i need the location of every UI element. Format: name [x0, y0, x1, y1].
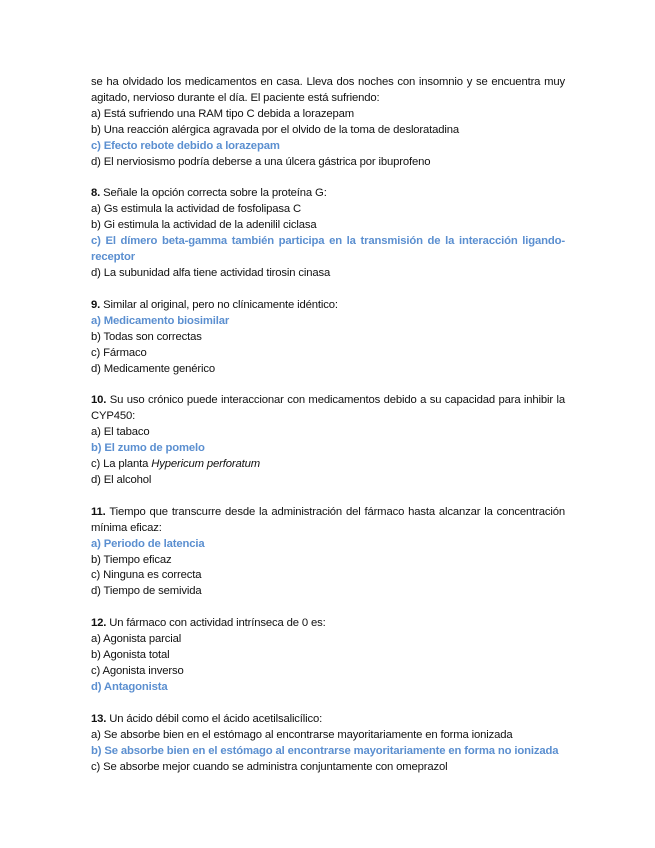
option-b: b) Agonista total	[91, 649, 170, 662]
question-stem	[91, 298, 565, 314]
document-body	[91, 75, 565, 791]
option-d: d) La subunidad alfa tiene actividad tirosin cinasa	[91, 266, 331, 279]
option-c: c) Agonista inverso	[91, 665, 184, 677]
question-text: Señale la opción correcta sobre la proteína G:	[100, 187, 327, 200]
option-b: b) Tiempo eficaz	[91, 553, 172, 566]
option-b-correct: b) El zumo de pomelo	[91, 442, 205, 455]
option-b: b) Gi estimula la actividad de la adenilil ciclasa	[91, 219, 317, 232]
question-stem: se ha olvidado los medicamentos en casa. Lleva dos noches con insomnio y se encuentra muy agitado, nervioso durante el día. El paciente está sufriendo:	[91, 76, 565, 104]
option-a: a) Se absorbe bien en el estómago al encontrarse mayoritariamente en forma ionizada	[91, 728, 513, 741]
option-b: b) Todas son correctas	[91, 330, 202, 343]
option-d: d) Tiempo de semivida	[91, 585, 202, 598]
question-number: 13.	[91, 712, 107, 725]
question-text: Su uso crónico puede interaccionar con medicamentos debido a su capacidad para inhibir la CYP450:	[91, 394, 565, 423]
option-c: c) Fármaco	[91, 346, 147, 359]
option-c: c) Ninguna es correcta	[91, 569, 202, 582]
question-8	[91, 186, 565, 281]
option-c: c) Se absorbe mejor cuando se administra conjuntamente con omeprazol	[91, 760, 448, 773]
question-7-continuation	[91, 75, 565, 170]
option-d: d) El nerviosismo podría deberse a una úlcera gástrica por ibuprofeno	[91, 155, 431, 168]
question-13	[91, 712, 565, 776]
option-c-text: c) La planta	[91, 458, 152, 471]
question-11	[91, 505, 565, 600]
option-c-correct: c) El dímero beta-gamma también participa en la transmisión de la interacción ligando-receptor	[91, 235, 565, 264]
option-b: b) Una reacción alérgica agravada por el olvido de la toma de desloratadina	[91, 123, 460, 136]
option-a-correct: a) Periodo de latencia	[91, 537, 205, 550]
question-number: 9.	[91, 298, 101, 311]
question-stem	[91, 616, 565, 632]
option-b-correct: b) Se absorbe bien en el estómago al encontrarse mayoritariamente en forma no ionizada	[91, 744, 559, 757]
option-c	[91, 457, 565, 473]
question-number: 8.	[91, 187, 101, 200]
question-text: Tiempo que transcurre desde la administración del fármaco hasta alcanzar la concentración mínima eficaz:	[91, 505, 565, 534]
option-d-correct: d) Antagonista	[91, 680, 168, 693]
question-number: 11.	[91, 505, 106, 518]
question-stem	[91, 186, 565, 202]
option-a: a) Agonista parcial	[91, 633, 182, 646]
question-stem	[91, 505, 565, 537]
option-d: d) Medicamente genérico	[91, 362, 216, 375]
option-a-correct: a) Medicamento biosimilar	[91, 314, 230, 327]
option-c-species: Hypericum perforatum	[151, 458, 260, 471]
question-text: Un ácido débil como el ácido acetilsalicílico:	[106, 712, 323, 725]
option-a: a) Gs estimula la actividad de fosfolipasa C	[91, 203, 302, 216]
question-text: Un fármaco con actividad intrínseca de 0 es:	[106, 617, 326, 630]
question-10	[91, 393, 565, 488]
question-stem	[91, 393, 565, 425]
question-12	[91, 616, 565, 696]
question-stem	[91, 712, 565, 728]
option-d: d) El alcohol	[91, 473, 152, 486]
question-number: 12.	[91, 617, 107, 630]
option-a: a) Está sufriendo una RAM tipo C debida a lorazepam	[91, 107, 354, 120]
question-9	[91, 298, 565, 378]
question-number: 10.	[91, 394, 107, 407]
option-c-correct: c) Efecto rebote debido a lorazepam	[91, 139, 280, 152]
option-a: a) El tabaco	[91, 426, 150, 439]
question-text: Similar al original, pero no clínicamente idéntico:	[100, 298, 338, 311]
